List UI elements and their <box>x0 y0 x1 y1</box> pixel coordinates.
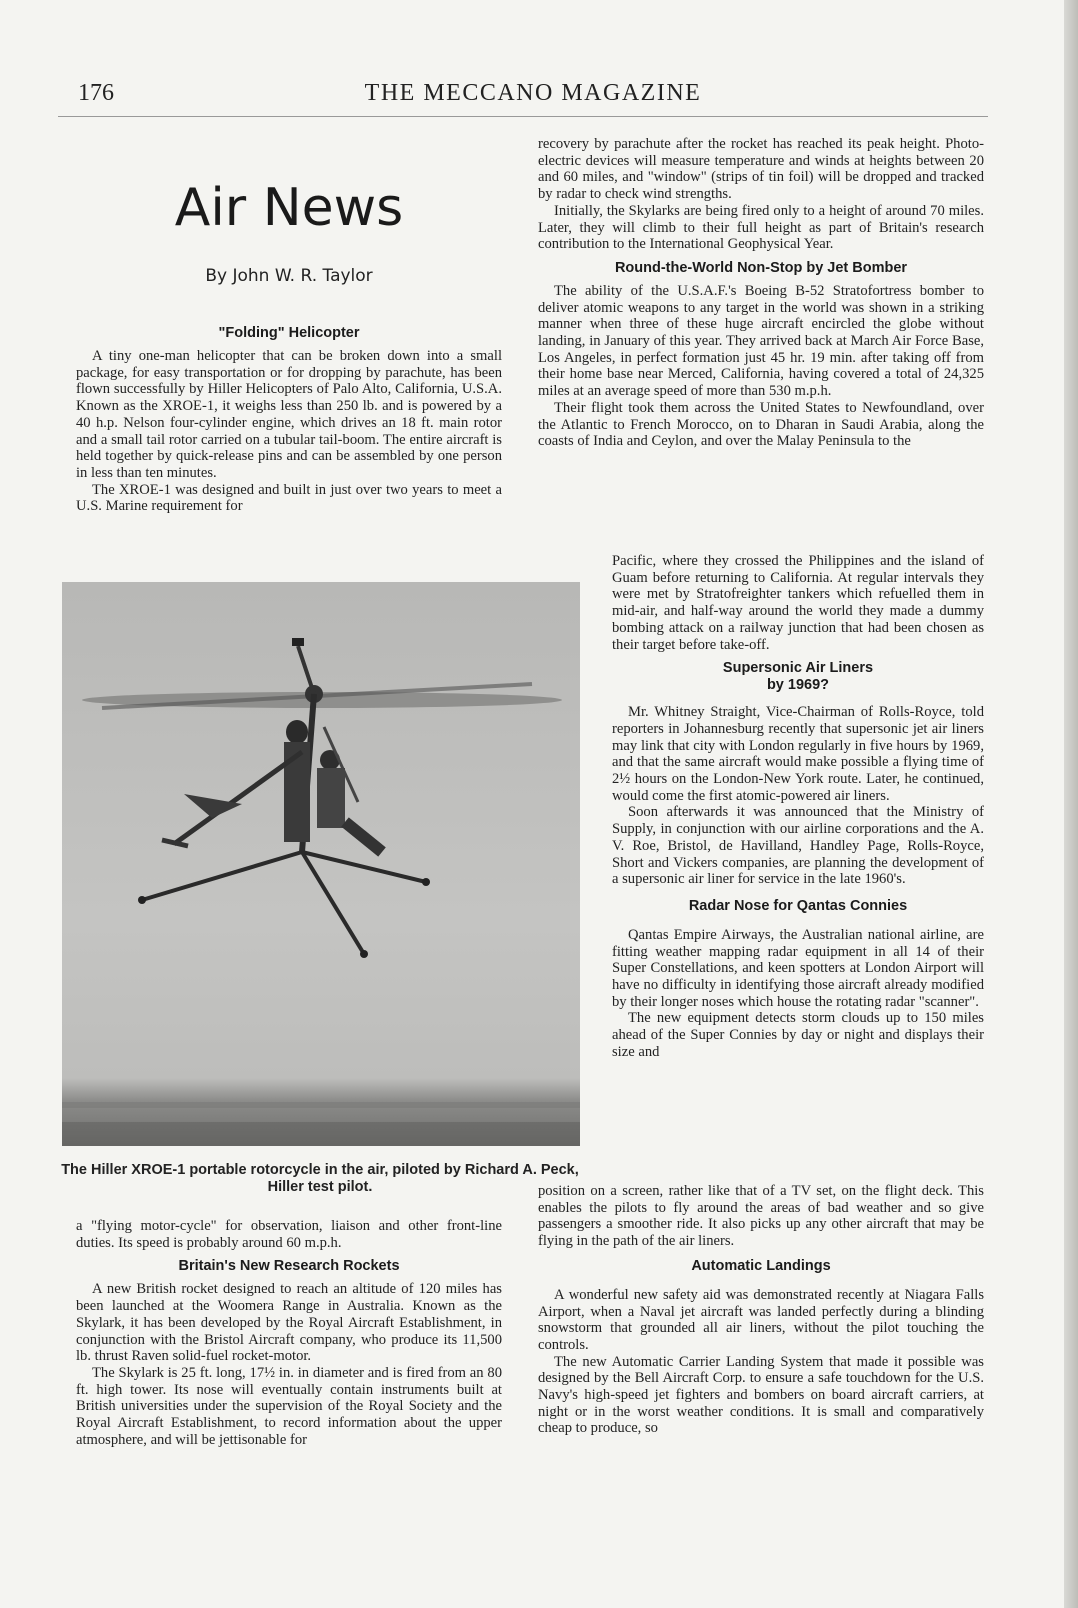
page-number: 176 <box>78 80 114 106</box>
photo-caption: The Hiller XROE-1 portable rotorcycle in the air, piloted by Richard A. Peck, Hiller test pilot. <box>61 1162 579 1195</box>
paragraph: A tiny one-man helicopter that can be broken down into a small package, for easy transportation or for dropping by parachute, has been flown successfully by Hiller Helicopters of Palo Alto, California, U.S.A. Known as the XROE-1, it weighs less than 250 lb. and is powered by a 40 h.p. Nelson four-cylinder engine, which drives an 18 ft. main rotor and a small tail rotor carried on a tubular tail-boom. The entire aircraft is held together by quick-release pins and can be assembled by one person in less than ten minutes. <box>76 348 502 481</box>
section-heading-radar: Radar Nose for Qantas Connies <box>688 897 908 914</box>
paragraph: The new equipment detects storm clouds up to 150 miles ahead of the Super Connies by day or night and displays their size and <box>612 1010 984 1060</box>
paragraph: The XROE-1 was designed and built in just over two years to meet a U.S. Marine requirement for <box>76 481 502 515</box>
section-heading-helicopter: "Folding" Helicopter <box>218 325 360 341</box>
paragraph: The new Automatic Carrier Landing System that made it possible was designed by the Bell Aircraft Corp. to ensure a safe touchdown for the U.S. Navy's high-speed jet fighters and bombers on board aircraft carriers, at night or in the worst weather conditions. It is small and comparatively cheap to produce, so <box>538 1353 984 1437</box>
left-column-top <box>76 318 502 515</box>
heading-line: Supersonic Air Liners <box>722 660 874 677</box>
section-heading-landings: Automatic Landings <box>691 1257 831 1274</box>
paragraph: A wonderful new safety aid was demonstrated recently at Niagara Falls Airport, when a Naval jet aircraft was landed perfectly during a blinding snowstorm that grounded all air liners, without the pilot touching the controls. <box>538 1286 984 1353</box>
right-column-bottom <box>538 1183 984 1437</box>
heading-line: by 1969? <box>766 677 830 694</box>
article-title: Air News <box>174 178 404 238</box>
section-heading-rockets: Britain's New Research Rockets <box>178 1258 400 1275</box>
paragraph: Pacific, where they crossed the Philippines and the island of Guam before returning to California. At regular intervals they were met by Stratofreighter tankers which refuelled them in mid-air, and half-way around the world they made a dummy bombing attack on a railway junction that had been chosen as their target before take-off. <box>612 553 984 653</box>
helicopter-photo <box>62 582 580 1146</box>
left-column-bottom <box>76 1218 502 1448</box>
paragraph: Initially, the Skylarks are being fired only to a height of around 70 miles. Later, they will climb to their full height as part of Britain's research contribution to the International Geophysical Year. <box>538 202 984 253</box>
right-column-top <box>538 136 984 450</box>
paragraph: a "flying motor-cycle" for observation, liaison and other front-line duties. Its speed is probably around 60 m.p.h. <box>76 1218 502 1251</box>
paragraph: The ability of the U.S.A.F.'s Boeing B-52 Stratofortress bomber to deliver atomic weapons to any target in the world was shown in a striking manner when three of these huge aircraft encircled the globe without landing, in January of this year. They arrived back at March Air Force Base, Los Angeles, in perfect formation just 45 hr. 19 min. after taking off from their home base near Merced, California, having covered a total of 24,325 miles at an average speed of more than 530 m.p.h. <box>538 282 984 400</box>
page-edge-shadow <box>1064 0 1078 1608</box>
paragraph: Soon afterwards it was announced that the Ministry of Supply, in conjunction with our airline corporations and the A. V. Roe, Bristol, de Havilland, Handley Page, Rolls-Royce, Short and Vickers companies, are planning the development of a supersonic air liner for service in the late 1960's. <box>612 804 984 888</box>
paragraph: position on a screen, rather like that of a TV set, on the flight deck. This enables the pilots to fly around the areas of bad weather and so give passengers a smoother ride. It also picks up any other aircraft that may be flying in the path of the air liners. <box>538 1183 984 1250</box>
helicopter-illustration <box>62 582 580 1146</box>
page-header <box>78 80 988 116</box>
paragraph: Mr. Whitney Straight, Vice-Chairman of Rolls-Royce, told reporters in Johannesburg recently that supersonic jet air liners may link that city with London regularly in five hours by 1969, and that the same aircraft would make possible a flying time of 2½ hours on the London-New York route. Later, he continued, would come the first atomic-powered air liners. <box>612 704 984 804</box>
paragraph: A new British rocket designed to reach an altitude of 120 miles has been launched at the Woomera Range in Australia. Known as the Skylark, it has been developed by the Royal Aircraft Establishment, in conjunction with the Bristol Aircraft company, who produce its 11,500 lb. thrust Raven solid-fuel rocket-motor. <box>76 1281 502 1365</box>
paragraph: Qantas Empire Airways, the Australian national airline, are fitting weather mapping radar equipment in all 14 of their Super Constellations, and keen spotters at London Airport will have no difficulty in identifying those aircraft already modified by their longer noses which house the rotating radar "scanner". <box>612 926 984 1010</box>
right-column-narrow <box>612 553 984 1061</box>
article-byline: By John W. R. Taylor <box>205 266 373 286</box>
section-heading-supersonic <box>612 660 984 694</box>
header-rule <box>58 116 988 117</box>
section-heading-bomber: Round-the-World Non-Stop by Jet Bomber <box>614 259 908 276</box>
magazine-title: THE MECCANO MAGAZINE <box>364 80 702 106</box>
paragraph: The Skylark is 25 ft. long, 17½ in. in diameter and is fired from an 80 ft. high tower. Its nose will eventually contain instruments built at British universities under the supervision of the Royal Society and the Royal Aircraft Establishment, to record information about the upper atmosphere, and will be jettisonable for <box>76 1364 502 1448</box>
paragraph: Their flight took them across the United States to Newfoundland, over the Atlantic to French Morocco, on to Dharan in Saudi Arabia, along the coasts of India and Ceylon, and over the Malay Peninsula to the <box>538 399 984 450</box>
paragraph: recovery by parachute after the rocket has reached its peak height. Photo-electric devices will measure temperature and winds at heights between 20 and 60 miles, and "window" (strips of tin foil) will be dropped and tracked by radar to check wind strengths. <box>538 136 984 203</box>
